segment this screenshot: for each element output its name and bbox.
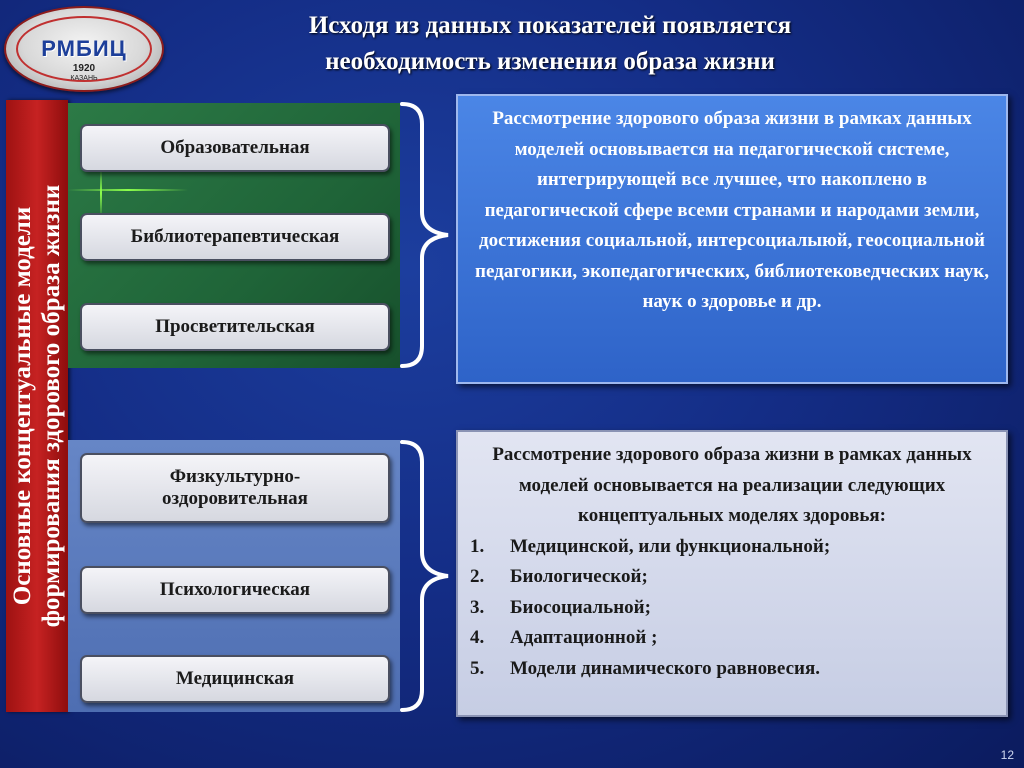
decorative-glow-line [100, 168, 102, 218]
model-physical-health-line2: оздоровительная [162, 488, 308, 509]
slide-title-line1: Исходя из данных показателей появляется [308, 12, 792, 39]
group2-intro: Рассмотрение здорового образа жизни в рамках данных моделей основывается на реализации следующих концептуальных моделях здоровья: [492, 444, 972, 526]
vertical-label-bar [6, 100, 68, 712]
list-item: 1. Медицинской, или функциональной; [470, 535, 831, 557]
list-item: 5. Модели динамического равновесия. [470, 657, 820, 679]
page-number: 12 [1000, 748, 1014, 762]
list-item: 2. Биологической; [470, 566, 648, 587]
health-models-list [468, 532, 996, 685]
group1-description: Рассмотрение здорового образа жизни в рамках данных моделей основывается на педагогической системе, интегрирующей все лучшее, что накоплено в педагогической сфере всеми странами и народами земли, достижения социальной, интерсоциалыюй, геосоциальной педагогики, экопедагогических, библиотековедческих наук, наук о здоровье и др. [456, 94, 1008, 384]
slide-title [190, 8, 910, 80]
vertical-label [8, 106, 66, 706]
list-item: 4. Адаптационной ; [470, 627, 658, 648]
curly-brace-icon [398, 100, 454, 370]
model-psychological-button[interactable]: Психологическая [80, 566, 390, 614]
vertical-label-line1: Основные концептуальные модели [9, 206, 36, 606]
vertical-label-line2: формирования здорового образа жизни [38, 184, 65, 628]
logo-name: РМБИЦ [41, 36, 127, 61]
logo-year: 1920 [72, 63, 96, 74]
model-physical-health-line1: Физкультурно- [169, 466, 301, 487]
curly-brace-icon [398, 438, 454, 714]
model-medical-button[interactable]: Медицинская [80, 655, 390, 703]
slide-title-line2: необходимость изменения образа жизни [325, 48, 775, 75]
model-physical-health-button[interactable] [80, 453, 390, 523]
model-bibliotherapy-button[interactable]: Библиотерапевтическая [80, 213, 390, 261]
logo-city: КАЗАНЬ [70, 75, 98, 82]
rmbic-logo [4, 6, 164, 92]
decorative-glow-line [68, 189, 188, 191]
list-item: 3. Биосоциальной; [470, 596, 651, 618]
model-educational-button[interactable]: Образовательная [80, 124, 390, 172]
model-enlightenment-button[interactable]: Просветительская [80, 303, 390, 351]
group2-description [456, 430, 1008, 717]
